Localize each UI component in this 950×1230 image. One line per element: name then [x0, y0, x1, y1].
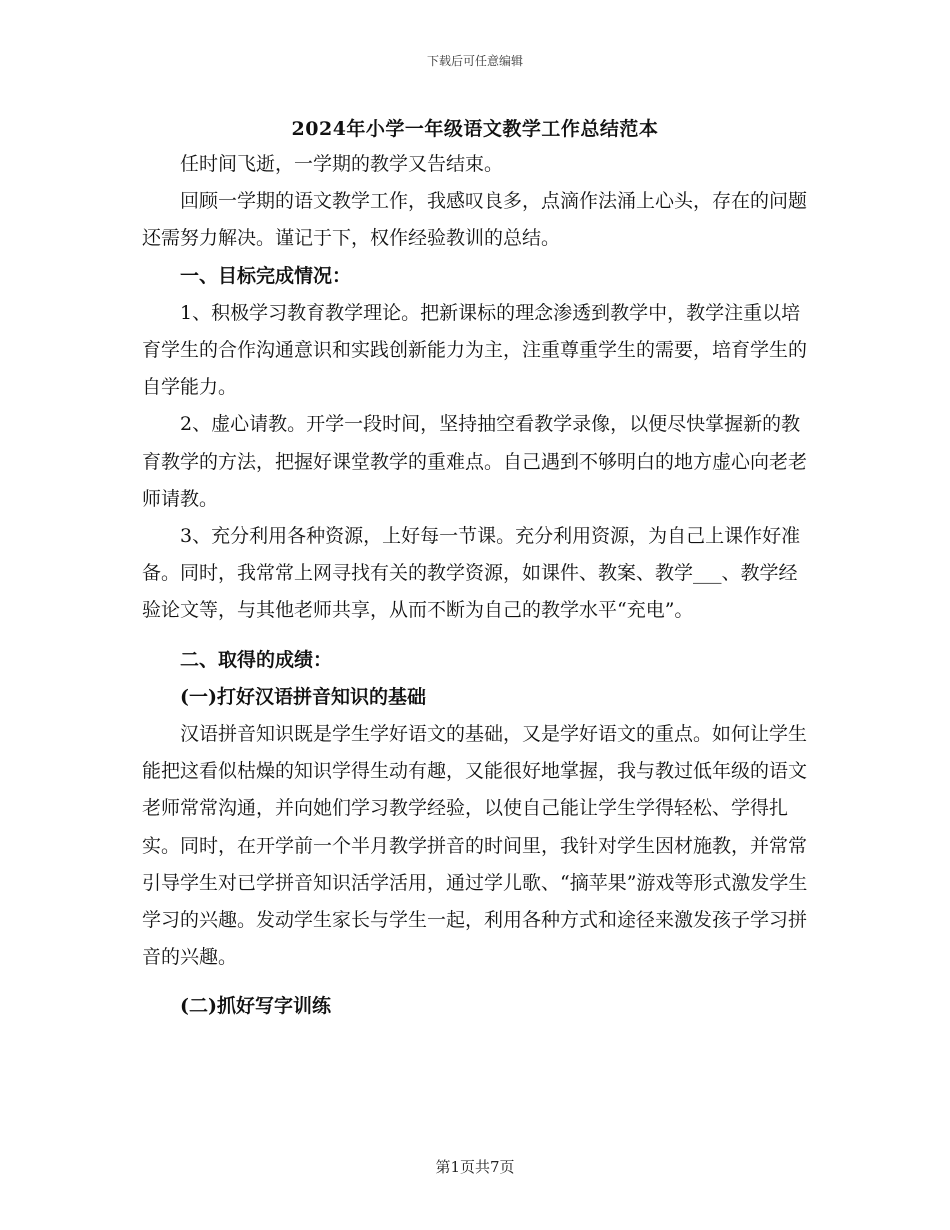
paragraph-item-2: 2、虚心请教。开学一段时间，坚持抽空看教学录像，以便尽快掌握新的教育教学的方法，把握好课堂教学的重难点。自己遇到不够明白的地方虚心向老老师请教。	[142, 413, 808, 510]
subsection-heading-pinyin: (一)打好汉语拼音知识的基础	[180, 685, 426, 708]
paragraph-item-3: 3、充分利用各种资源，上好每一节课。充分利用资源，为自己上课作好准备。同时，我常常上网寻找有关的教学资源，如课件、教案、教学___、教学经验论文等，与其他老师共享，从而不断为自己的教学水平“充电”。	[142, 525, 801, 622]
section-heading-achievements: 二、取得的成绩：	[180, 648, 333, 671]
section-heading-goals: 一、目标完成情况：	[180, 264, 352, 287]
subsection-heading-writing: (二)抓好写字训练	[180, 995, 331, 1018]
header-note: 下载后可任意编辑	[426, 54, 523, 68]
document-body	[142, 146, 808, 1026]
paragraph-intro: 任时间飞逝，一学期的教学又告结束。	[180, 153, 504, 175]
paragraph-item-1: 1、积极学习教育教学理论。把新课标的理念渗透到教学中，教学注重以培育学生的合作沟通意识和实践创新能力为主，注重尊重学生的需要，培育学生的自学能力。	[142, 301, 808, 399]
paragraph-pinyin: 汉语拼音知识既是学生学好语文的基础，又是学好语文的重点。如何让学生能把这看似枯燥的知识学得生动有趣，又能很好地掌握，我与教过低年级的语文老师常常沟通，并向她们学习教学经验，以使自己能让学生学得轻松、学得扎实。同时，在开学前一个半月教学拼音的时间里，我针对学生因材施教，并常常引导学生对已学拼音知识活学活用，通过学儿歌、“摘苹果”游戏等形式激发学生学习的兴趣。发动学生家长与学生一起，利用各种方式和途径来激发孩子学习拼音的兴趣。	[142, 723, 808, 969]
page-number-footer: 第1页共7页	[435, 1158, 515, 1176]
document-title: 2024年小学一年级语文教学工作总结范本	[291, 118, 659, 140]
paragraph-review: 回顾一学期的语文教学工作，我感叹良多，点滴作法涌上心头，存在的问题还需努力解决。谨记于下，权作经验教训的总结。	[142, 190, 808, 250]
